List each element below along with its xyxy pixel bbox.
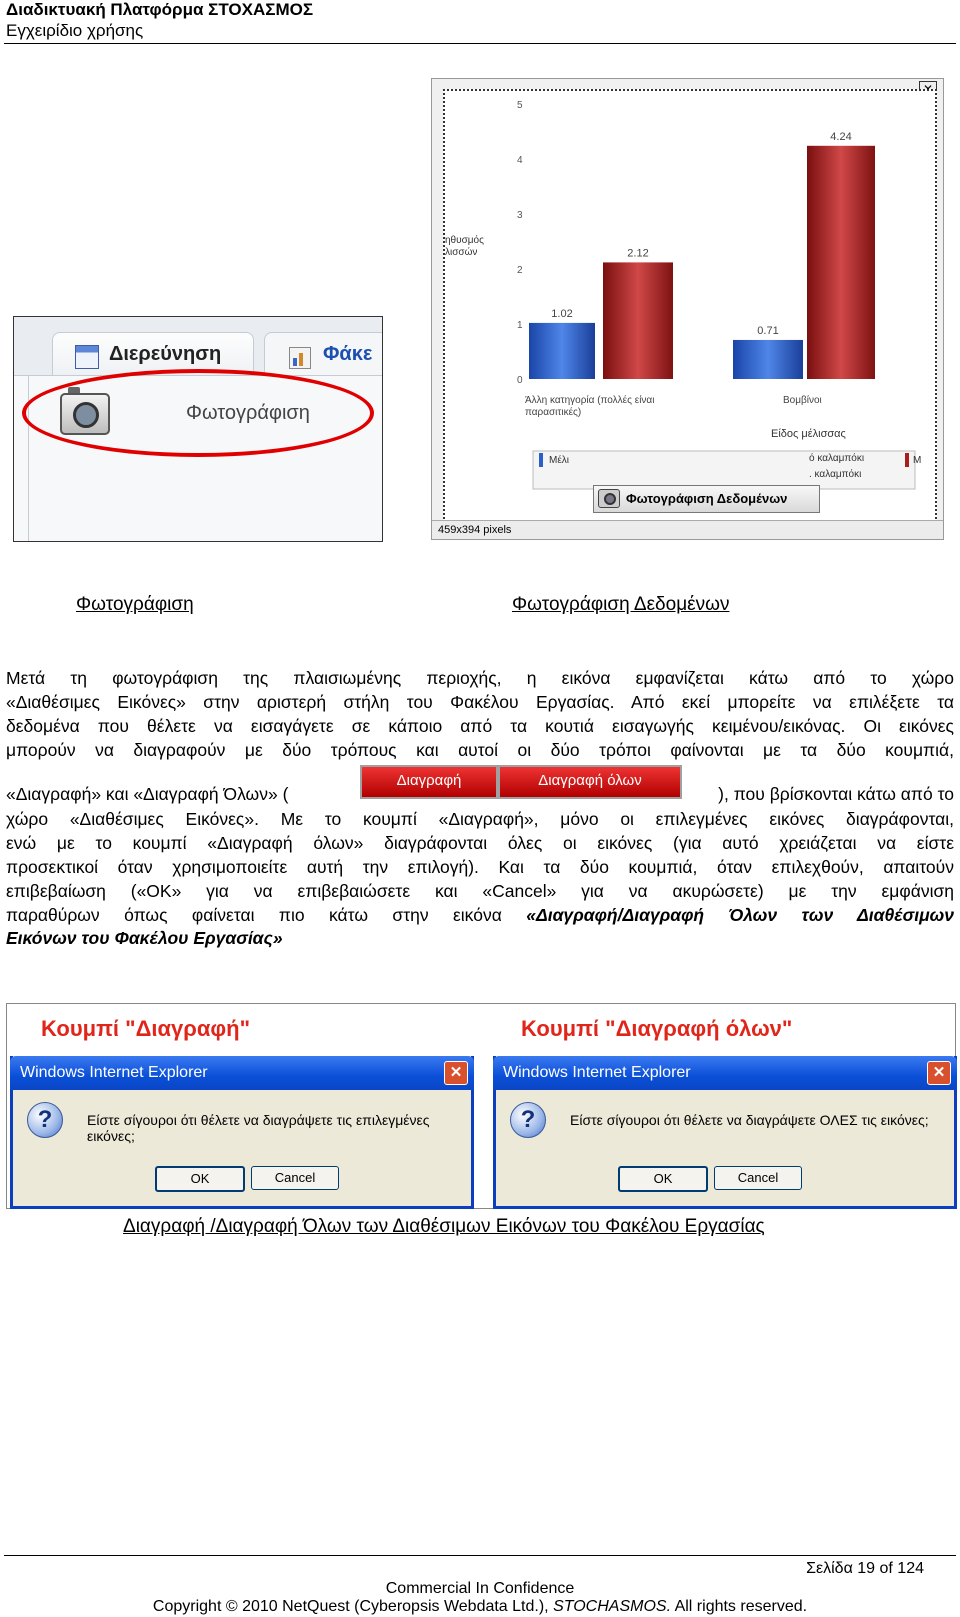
close-icon[interactable]: ✕ [927,1061,951,1085]
copyright-text: Copyright © 2010 NetQuest (Cyberopsis Webdata Ltd.), [152,1598,554,1615]
bar-value-label: 1.02 [551,307,573,320]
status-bar [432,520,943,539]
bar-value-label: 2.12 [627,247,649,260]
chart-bar [733,340,803,379]
bar-value-label: 4.24 [830,130,852,143]
ok-button[interactable]: OK [618,1166,708,1192]
category-label-1b: παρασιτικές) [525,407,582,418]
photograph-data-label: Φωτογράφιση Δεδομένων [626,491,788,506]
y-axis-label-line2: λισσών [445,247,478,258]
footer-divider [4,1555,956,1556]
question-icon: ? [27,1102,63,1138]
paragraph-line [6,904,954,928]
copyright-rights: All rights reserved. [671,1598,808,1615]
document-subtitle: Εγχειρίδιο χρήσης [6,21,144,40]
paragraph-line-start: «Διαγραφή» και «Διαγραφή Όλων» ( [6,784,289,804]
legend-item-right: Μ [913,455,922,466]
ok-button[interactable]: OK [155,1166,245,1192]
dialog-title: Windows Internet Explorer [20,1064,208,1081]
chart-capture-screenshot [431,78,944,540]
y-tick-label: 2 [517,265,523,276]
chart-bar [529,323,595,379]
paragraph-emphasis: «Διαγραφή/Διαγραφή Όλων των Διαθέσιμων [526,905,954,925]
chart-icon [289,347,311,369]
copyright [0,1598,960,1616]
legend-item-left: Μέλι [549,455,570,466]
delete-all-button[interactable]: Διαγραφή όλων [498,765,682,799]
tab-folder[interactable] [264,332,383,378]
paragraph-line: δεδομένα που θέλετε να εισαγάγετε σε κάποιο από τα κουτιά εισαγωγής κειμένου/εικόνας. Οι εικόνες [6,716,954,736]
caption-photograph-data: Φωτογράφιση Δεδομένων [512,594,730,615]
legend-swatch-blue [539,453,543,467]
bar-value-label: 0.71 [757,324,779,337]
image-size-status: 459x394 pixels [438,524,512,536]
chart-bar [603,262,673,379]
legend-swatch-red [905,453,909,467]
category-label-1a: Άλλη κατηγορία (πολλές είναι [525,395,655,406]
dialog-message: Είστε σίγουροι ότι θέλετε να διαγράψετε ΟΛΕΣ τις εικόνες; [570,1112,929,1128]
paragraph-line: μπορούν να διαγραφούν με δύο τρόπους και αυτοί οι δύο τρόποι φαίνονται με τα δύο κουμπιά, [6,740,954,760]
cancel-button[interactable]: Cancel [251,1166,339,1190]
delete-button[interactable]: Διαγραφή [360,765,498,799]
photograph-label[interactable]: Φωτογράφιση [186,402,310,424]
dialog-heading-delete: Κουμπί "Διαγραφή" [41,1016,251,1041]
paragraph-line: «Διαθέσιμες Εικόνες» στην αριστερή στήλη του Φακέλου Εργασίας. Από εκεί μπορείτε να επιλέξετε τα [6,692,954,712]
chart-bar [807,146,875,379]
question-icon: ? [510,1102,546,1138]
inline-delete-buttons [360,765,652,799]
dialog-titlebar [10,1056,474,1090]
caption-delete-dialogs: Διαγραφή /Διαγραφή Όλων των Διαθέσιμων Εικόνων του Φακέλου Εργασίας [123,1216,765,1237]
dialog-delete-all [493,1056,957,1209]
category-label-2: Βομβίνοι [783,395,822,406]
paragraph-line: Μετά τη φωτογράφιση της πλαισιωμένης περιοχής, η εικόνα εμφανίζεται κάτω από το χώρο [6,668,954,688]
close-icon[interactable]: ✕ [444,1061,468,1085]
y-tick-label: 3 [517,210,523,221]
dialog-message: Είστε σίγουροι ότι θέλετε να διαγράψετε τις επιλεγμένες εικόνες; [87,1112,430,1144]
highlight-ellipse [22,369,374,457]
dialog-delete [10,1056,474,1209]
legend-item-mid2: . καλαμπόκι [809,469,862,480]
y-tick-label: 5 [517,100,523,111]
bar-chart [445,91,935,521]
caption-photograph: Φωτογράφιση [76,594,194,615]
paragraph-line: ενώ με το κουμπί «Διαγραφή όλων» διαγράφονται όλες οι εικόνες (για αυτό χρειάζεται να είστε [6,833,954,853]
calendar-icon [75,345,99,369]
paragraph-line: χώρο «Διαθέσιμες Εικόνες». Με το κουμπί «Διαγραφή», μόνο οι επιλεγμένες εικόνες διαγράφονται, [6,809,954,829]
paragraph-text: παραθύρων όπως φαίνεται πιο κάτω στην εικόνα [6,905,527,925]
capture-region [443,89,937,523]
header-divider [4,43,956,44]
dialog-heading-delete-all: Κουμπί "Διαγραφή όλων" [521,1016,793,1041]
confidentiality-note: Commercial In Confidence [385,1580,575,1597]
delete-dialogs-screenshot [6,1003,956,1209]
dialog-titlebar [493,1056,957,1090]
x-axis-label: Είδος μέλισσας [771,428,846,440]
y-tick-label: 1 [517,320,523,331]
paragraph-line: επιβεβαίωση («OK» για να επιβεβαιώσετε και «Cancel» για να ακυρώσετε) με την εμφάνιση [6,881,954,901]
cancel-button[interactable]: Cancel [714,1166,802,1190]
dialog-title: Windows Internet Explorer [503,1064,691,1081]
page-number: Σελίδα 19 of 124 [806,1560,924,1577]
photograph-data-button[interactable] [593,485,820,513]
tab-folder-label: Φάκε [323,343,373,365]
document-title: Διαδικτυακή Πλατφόρμα ΣΤΟΧΑΣΜΟΣ [6,0,314,19]
y-tick-label: 4 [517,155,523,166]
photograph-tab-screenshot [13,316,383,542]
y-tick-label: 0 [517,375,523,386]
copyright-product: STOCHASMOS. [553,1598,672,1615]
tab-investigation-label: Διερεύνηση [109,343,222,365]
paragraph-line-end: ), που βρίσκονται κάτω από το [718,784,954,804]
paragraph-emphasis-end: Εικόνων του Φακέλου Εργασίας» [6,928,283,948]
paragraph-line: προσεκτικοί όταν χρησιμοποιείτε αυτή την επιλογή). Και τα δύο κουμπιά, όταν επιλεχθούν, απαιτούν [6,857,954,877]
legend-item-mid1: ό καλαμπόκι [809,453,865,464]
camera-icon [598,489,620,508]
y-axis-label-line1: ηθυσμός [445,235,484,246]
